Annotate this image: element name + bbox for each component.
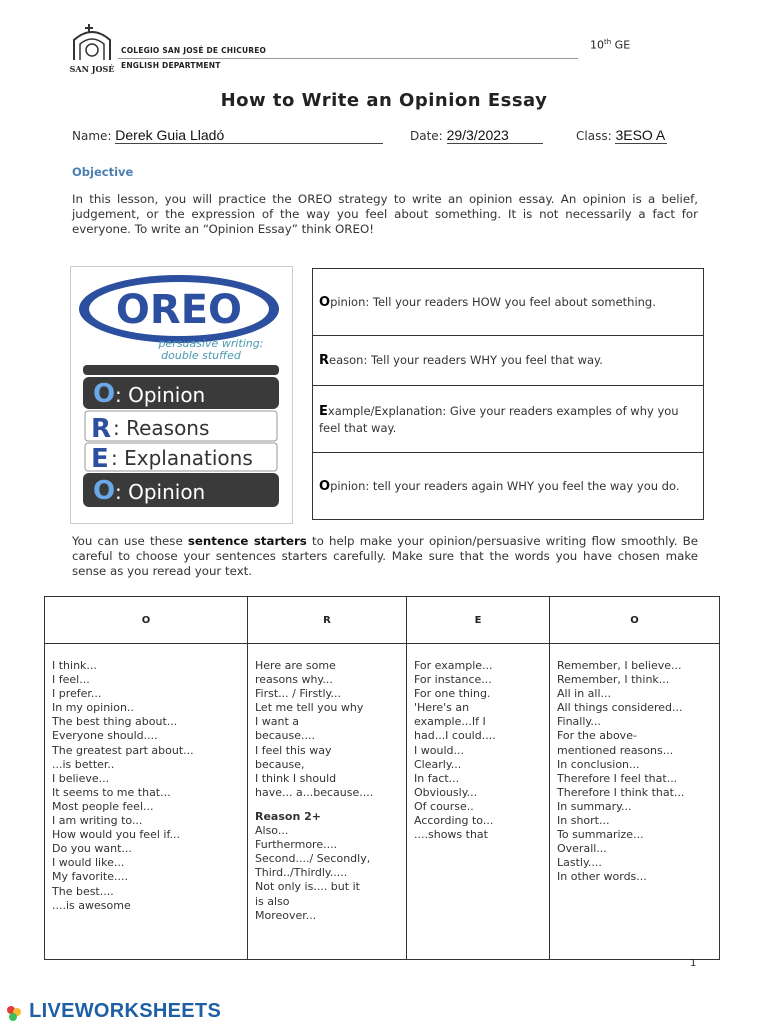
liveworksheets-brand: LIVEWORKSHEETS: [29, 1000, 222, 1022]
department-name: ENGLISH DEPARTMENT: [121, 61, 221, 70]
starter-item: My favorite....: [52, 870, 128, 884]
page-number: 1: [690, 958, 697, 969]
grade-label: 10th GE: [590, 38, 631, 52]
oreo-row-opinion-again: Opinion: tell your readers again WHY you feel the way you do.: [313, 453, 704, 520]
starter-item: Most people feel...: [52, 799, 154, 813]
starter-item: had...I could....: [414, 729, 496, 743]
page-title: How to Write an Opinion Essay: [220, 90, 548, 111]
starter-item: I think I should: [255, 771, 337, 785]
reason-starters: [248, 644, 407, 960]
starter-item: The best thing about...: [52, 715, 178, 729]
oreo-brand: OREO: [115, 287, 243, 333]
starter-item: In my opinion..: [52, 701, 134, 715]
name-label: Name:: [72, 129, 112, 143]
starter-item: I want a: [255, 715, 299, 729]
starter-item: Remember, I think...: [557, 673, 670, 687]
objective-heading: Objective: [72, 165, 134, 179]
starter-item: Finally...: [557, 715, 601, 729]
header-o: O: [45, 597, 248, 644]
starter-item: According to...: [414, 814, 494, 828]
starter-item: is also: [255, 894, 290, 908]
starter-item: mentioned reasons...: [557, 743, 674, 757]
starter-item: For example...: [414, 659, 493, 672]
starters-intro: You can use these sentence starters to help make your opinion/persuasive writing flow smoothly. Be careful to choose your sentences starters carefully. Make sure that the words you have chosen make sense as you reread your text.: [72, 534, 698, 578]
class-label: Class:: [576, 129, 612, 143]
starter-item: I feel this way: [255, 743, 332, 757]
date-label: Date:: [410, 129, 443, 143]
starter-item: It seems to me that...: [52, 785, 171, 799]
oreo-tagline-1: persuasive writing:: [158, 337, 264, 350]
oreo-letter-2: R: [91, 414, 112, 444]
starter-item: First... / Firstly...: [255, 687, 341, 701]
starter-item: Everyone should....: [52, 729, 158, 743]
oreo-definitions-table: [312, 268, 704, 520]
reason-2-subheading: Reason 2+: [255, 809, 321, 823]
starter-item: because,: [255, 757, 305, 771]
name-field[interactable]: Derek Guia Lladó: [115, 127, 383, 144]
oreo-letter-1: O: [93, 379, 116, 409]
starter-item: The best....: [52, 884, 114, 898]
class-field[interactable]: 3ESO A: [615, 127, 667, 144]
starter-item: In short...: [557, 814, 610, 828]
opinion-starters: [45, 644, 248, 960]
starter-item: I prefer...: [52, 687, 102, 701]
starter-item: Remember, I believe...: [557, 659, 682, 672]
starter-item: Let me tell you why: [255, 701, 364, 715]
header-divider: [118, 58, 578, 59]
starter-item: ...is better..: [52, 757, 115, 771]
conclusion-starters: [550, 644, 720, 960]
oreo-word-1: : Opinion: [115, 383, 206, 407]
starter-item: For the above-: [557, 729, 637, 743]
starter-item: In fact...: [414, 771, 460, 785]
name-field-group: [72, 127, 383, 144]
starter-item: I believe...: [52, 771, 110, 785]
starter-item: Here are some: [255, 659, 336, 672]
objective-text: In this lesson, you will practice the OREO strategy to write an opinion essay. An opinion is a belief, judgement, or the expression of the way you feel about something. It is not necessarily a fact for everyone. To write an “Opinion Essay” think OREO!: [72, 192, 698, 236]
starter-item: For one thing.: [414, 687, 491, 701]
starter-item: reasons why...: [255, 673, 333, 687]
starter-item: For instance...: [414, 673, 492, 687]
starter-item: 'Here's an: [414, 701, 470, 715]
header-r: R: [248, 597, 407, 644]
starter-item: I feel...: [52, 673, 90, 687]
starter-item: Furthermore....: [255, 838, 338, 852]
liveworksheets-icon: [4, 1003, 24, 1023]
oreo-tagline-2: double stuffed: [161, 349, 241, 362]
starter-item: In conclusion...: [557, 757, 640, 771]
sentence-starters-table: [44, 596, 720, 960]
starter-item: In summary...: [557, 799, 632, 813]
oreo-row-example: Example/Explanation: Give your readers examples of why you feel that way.: [313, 386, 704, 453]
oreo-letter-4: O: [93, 476, 116, 506]
starter-item: Lastly....: [557, 856, 602, 870]
oreo-word-4: : Opinion: [115, 480, 206, 504]
header-e: E: [407, 597, 550, 644]
oreo-image: [70, 266, 293, 524]
starter-item: All things considered...: [557, 701, 683, 715]
starter-item: Third../Thirdly.....: [255, 866, 348, 880]
starter-item: Of course..: [414, 799, 474, 813]
oreo-row-reason: Reason: Tell your readers WHY you feel that way.: [313, 336, 704, 386]
class-field-group: [576, 127, 667, 144]
starter-item: Therefore I feel that...: [557, 771, 678, 785]
header-o-2: O: [550, 597, 720, 644]
starter-item: example...If I: [414, 715, 486, 729]
school-name: COLEGIO SAN JOSÉ DE CHICUREO: [121, 46, 267, 55]
starter-item: How would you feel if...: [52, 828, 181, 842]
starter-item: The greatest part about...: [52, 743, 194, 757]
oreo-word-3: : Explanations: [111, 446, 253, 470]
starter-item: I think...: [52, 659, 97, 672]
starter-item: I am writing to...: [52, 814, 143, 828]
oreo-row-opinion: Opinion: Tell your readers HOW you feel about something.: [313, 269, 704, 336]
example-starters: [407, 644, 550, 960]
logo-text: SAN JOSÉ: [69, 64, 115, 74]
starter-item: Do you want...: [52, 842, 132, 856]
date-field[interactable]: 29/3/2023: [447, 127, 543, 144]
starter-item: Not only is.... but it: [255, 880, 360, 894]
starter-item: Clearly...: [414, 757, 462, 771]
oreo-letter-3: E: [91, 444, 109, 474]
starter-item: I would like...: [52, 856, 125, 870]
starter-item: I would...: [414, 743, 464, 757]
oreo-word-2: : Reasons: [113, 416, 210, 440]
starter-item: To summarize...: [557, 828, 644, 842]
starter-item: Moreover...: [255, 908, 317, 922]
starter-item: In other words...: [557, 870, 647, 884]
starter-item: Second..../ Secondly,: [255, 852, 371, 866]
starter-item: ....is awesome: [52, 898, 131, 912]
date-field-group: [410, 127, 543, 144]
liveworksheets-footer[interactable]: [4, 1000, 221, 1024]
starter-item: Therefore I think that...: [557, 785, 685, 799]
starter-item: Overall...: [557, 842, 607, 856]
starter-item: Obviously...: [414, 785, 478, 799]
starter-item: because....: [255, 729, 315, 743]
starter-item: have... a...because....: [255, 785, 374, 799]
starter-item: Also...: [255, 824, 289, 838]
starter-item: All in all...: [557, 687, 612, 701]
starter-item: ....shows that: [414, 828, 488, 842]
school-crest-logo: [66, 22, 118, 78]
